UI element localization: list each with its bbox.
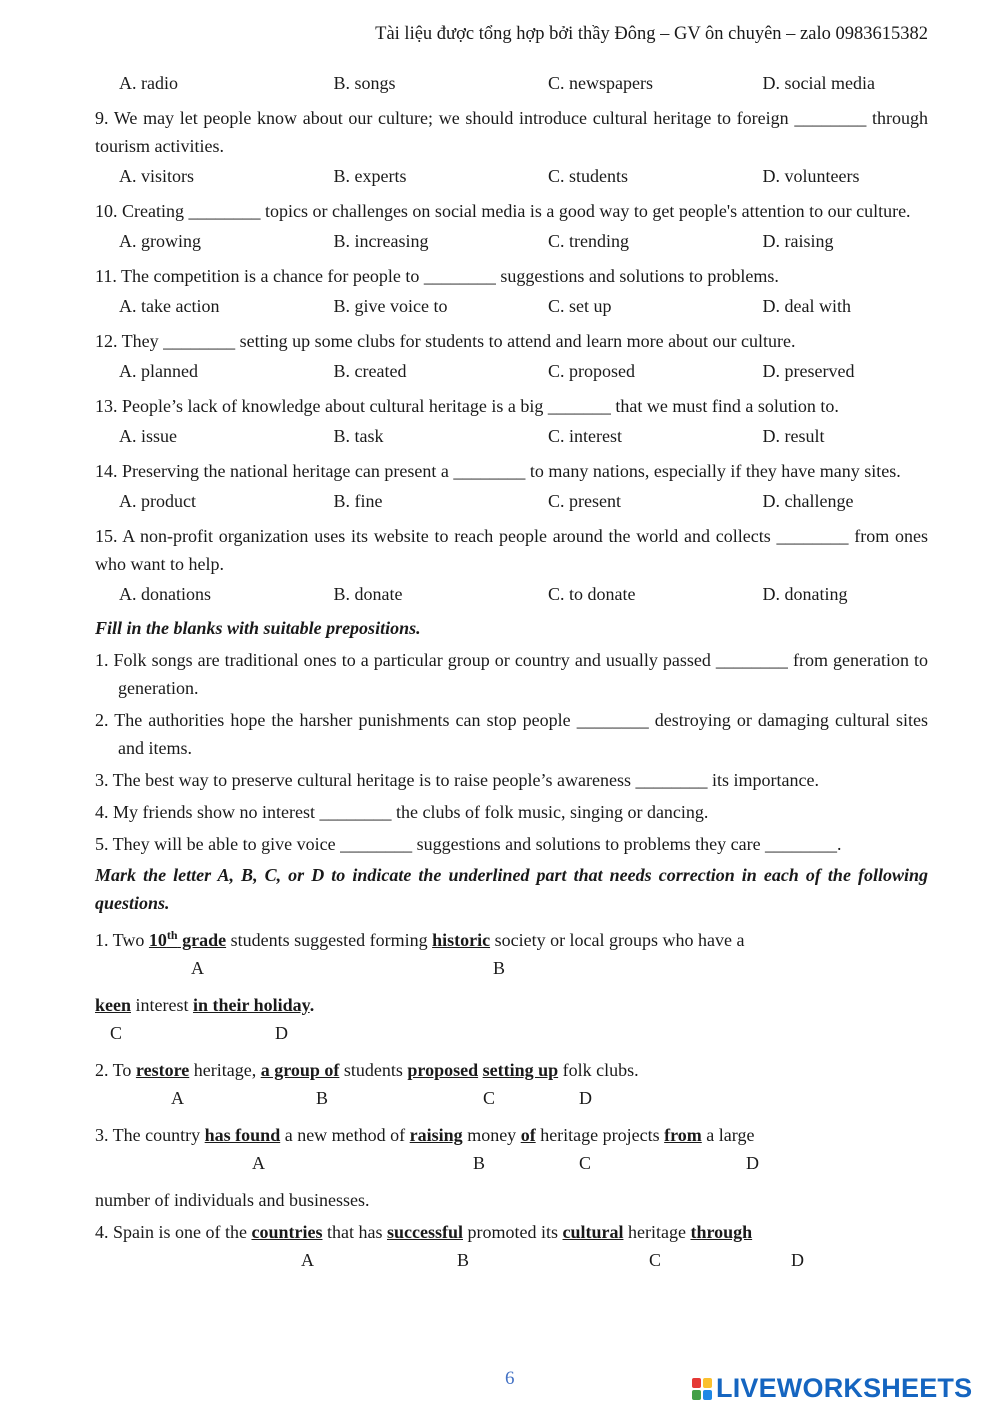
option-a: A. issue <box>119 426 177 446</box>
underlined-part-c: of <box>520 1125 536 1145</box>
options <box>95 578 928 611</box>
superscript: th <box>166 928 178 942</box>
text: promoted its <box>462 1222 563 1242</box>
question-text: 15. A non-profit organization uses its website to reach people around the world and collects ________ from ones who want to help. <box>95 526 928 574</box>
options <box>95 290 928 323</box>
question-text: 13. People’s lack of knowledge about cultural heritage is a big _______ that we must find a solution to. <box>95 396 839 416</box>
option-b: B. songs <box>333 73 396 93</box>
mcq-14 <box>95 457 928 518</box>
label-b: B <box>457 1250 470 1270</box>
prep-question-1: 1. Folk songs are traditional ones to a particular group or country and usually passed ________ from generation to generation. <box>95 650 928 698</box>
underlined-part-c: cultural <box>562 1222 624 1242</box>
error-question-4 <box>95 1218 928 1246</box>
options <box>95 355 928 388</box>
option-b: B. fine <box>333 491 383 511</box>
text: a new method of <box>280 1125 410 1145</box>
mcq-11 <box>95 262 928 323</box>
text: heritage, <box>189 1060 261 1080</box>
mcq-9 <box>95 104 928 193</box>
underlined-part-d: in their holiday <box>192 995 310 1015</box>
label-b: B <box>316 1088 329 1108</box>
text: money <box>462 1125 521 1145</box>
option-d: D. donating <box>762 584 848 604</box>
label-a: A <box>171 1088 184 1108</box>
answer-labels <box>95 1246 928 1279</box>
label-d: D <box>791 1250 804 1270</box>
option-d: D. challenge <box>762 491 854 511</box>
text: 10 <box>148 930 167 950</box>
option-c: C. to donate <box>548 584 636 604</box>
underlined-part-d: setting up <box>482 1060 559 1080</box>
label-b: B <box>493 958 506 978</box>
text: a large <box>701 1125 755 1145</box>
text: grade <box>177 930 227 950</box>
prep-question-2: 2. The authorities hope the harsher punishments can stop people ________ destroying or damaging cultural sites and items. <box>95 710 928 758</box>
option-c: C. interest <box>548 426 622 446</box>
answer-labels <box>95 1149 928 1182</box>
underlined-part-a: countries <box>251 1222 323 1242</box>
label-c: C <box>579 1153 592 1173</box>
prep-question-4: 4. My friends show no interest ________ the clubs of folk music, singing or dancing. <box>95 802 709 822</box>
mcq-13 <box>95 392 928 453</box>
underlined-part-b: historic <box>432 930 491 950</box>
label-b: B <box>473 1153 486 1173</box>
option-b: B. experts <box>333 166 407 186</box>
option-c: C. newspapers <box>548 73 653 93</box>
text: heritage projects <box>535 1125 665 1145</box>
mcq-10 <box>95 197 928 258</box>
label-c: C <box>649 1250 662 1270</box>
option-a: A. product <box>119 491 196 511</box>
error-question-1-line-1 <box>95 921 928 954</box>
option-c: C. present <box>548 491 621 511</box>
text: that has <box>322 1222 387 1242</box>
underlined-part-d: from <box>664 1125 702 1145</box>
option-b: B. increasing <box>333 231 429 251</box>
option-d: D. social media <box>762 73 875 93</box>
label-d: D <box>275 1023 288 1043</box>
underlined-part-c: proposed <box>407 1060 479 1080</box>
underlined-part-d: through <box>690 1222 753 1242</box>
underlined-part-a: has found <box>204 1125 281 1145</box>
brand-name: LIVEWORKSHEETS <box>716 1373 973 1403</box>
option-c: C. students <box>548 166 629 186</box>
option-c: C. trending <box>548 231 629 251</box>
option-a: A. growing <box>119 231 201 251</box>
question-text: 10. Creating ________ topics or challenges on social media is a good way to get people's attention to our culture. <box>95 201 911 221</box>
label-d: D <box>746 1153 759 1173</box>
options <box>95 225 928 258</box>
label-c: C <box>483 1088 496 1108</box>
error-question-3-line-2: number of individuals and businesses. <box>95 1190 370 1210</box>
error-question-2 <box>95 1056 928 1084</box>
options <box>95 420 928 453</box>
option-a: A. planned <box>119 361 198 381</box>
text: 2. To <box>95 1060 136 1080</box>
text: interest <box>131 995 193 1015</box>
option-c: C. proposed <box>548 361 635 381</box>
option-d: D. deal with <box>762 296 851 316</box>
mcq-12 <box>95 327 928 388</box>
answer-labels <box>95 1019 928 1052</box>
text: 3. The country <box>95 1125 205 1145</box>
option-b: B. created <box>333 361 407 381</box>
prep-question-3: 3. The best way to preserve cultural heritage is to raise people’s awareness ________ its importance. <box>95 770 819 790</box>
underlined-part-c: keen <box>95 995 131 1015</box>
label-a: A <box>252 1153 265 1173</box>
error-question-1-line-2 <box>95 991 928 1019</box>
question-text: 14. Preserving the national heritage can present a ________ to many nations, especially if they have many sites. <box>95 461 901 481</box>
option-d: D. preserved <box>762 361 855 381</box>
text: students <box>339 1060 408 1080</box>
label-a: A <box>301 1250 314 1270</box>
option-d: D. raising <box>762 231 834 251</box>
underlined-part-b: raising <box>409 1125 463 1145</box>
liveworksheets-logo-icon <box>692 1378 712 1400</box>
liveworksheets-logo[interactable] <box>692 1373 972 1404</box>
prepositions-instruction: Fill in the blanks with suitable prepositions. <box>95 618 421 638</box>
option-a: A. donations <box>119 584 211 604</box>
text: . <box>309 995 315 1015</box>
page-number: 6 <box>505 1368 515 1389</box>
underlined-part-a: restore <box>135 1060 190 1080</box>
worksheet-page <box>95 70 928 1279</box>
error-question-3-line-1 <box>95 1121 928 1149</box>
text: 4. Spain is one of the <box>95 1222 252 1242</box>
option-b: B. donate <box>333 584 403 604</box>
option-a: A. take action <box>119 296 220 316</box>
option-c: C. set up <box>548 296 612 316</box>
option-d: D. result <box>762 426 825 446</box>
question-text: 9. We may let people know about our culture; we should introduce cultural heritage to foreign ________ through tourism activities. <box>95 108 928 156</box>
option-a: A. radio <box>119 73 178 93</box>
option-d: D. volunteers <box>762 166 860 186</box>
label-c: C <box>110 1023 123 1043</box>
underlined-part-a <box>149 930 226 950</box>
text: heritage <box>623 1222 691 1242</box>
text: society or local groups who have a <box>490 930 745 950</box>
text: 1. Two <box>95 930 149 950</box>
text: students suggested forming <box>226 930 433 950</box>
label-d: D <box>579 1088 592 1108</box>
answer-labels <box>95 1084 928 1117</box>
underlined-part-b: a group of <box>260 1060 340 1080</box>
mcq-15 <box>95 522 928 611</box>
option-b: B. give voice to <box>333 296 448 316</box>
answer-labels <box>95 954 928 987</box>
text: folk clubs. <box>558 1060 639 1080</box>
underlined-part-b: successful <box>386 1222 463 1242</box>
prep-question-5: 5. They will be able to give voice ________ suggestions and solutions to problems they care ________. <box>95 834 842 854</box>
label-a: A <box>191 958 204 978</box>
page-header: Tài liệu được tổng hợp bởi thầy Đông – GV ôn chuyên – zalo 0983615382 <box>375 24 928 44</box>
options <box>95 160 928 193</box>
error-correction-instruction: Mark the letter A, B, C, or D to indicate the underlined part that needs correction in each of the following questions. <box>95 865 928 913</box>
options <box>95 485 928 518</box>
option-a: A. visitors <box>119 166 195 186</box>
q8-options <box>95 67 928 100</box>
question-text: 12. They ________ setting up some clubs for students to attend and learn more about our culture. <box>95 331 796 351</box>
option-b: B. task <box>333 426 384 446</box>
question-text: 11. The competition is a chance for people to ________ suggestions and solutions to problems. <box>95 266 779 286</box>
